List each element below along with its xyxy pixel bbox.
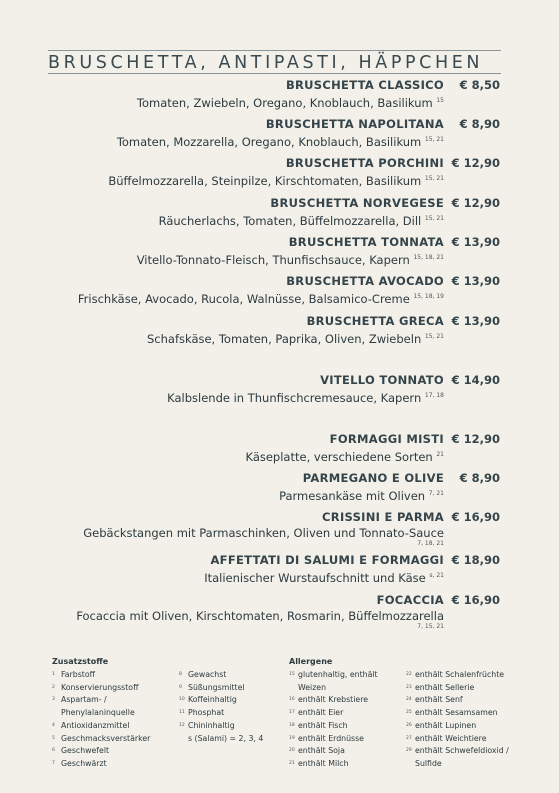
legend-code: 1 — [52, 672, 55, 677]
dish-name: BRUSCHETTA PORCHINI — [285, 156, 444, 170]
legend-code: 7 — [52, 760, 55, 766]
legend-code: 17 — [289, 710, 295, 716]
dish-allergen-codes: 15, 21 — [424, 175, 444, 182]
legend-entry — [289, 707, 378, 720]
legend-code — [52, 707, 61, 720]
dish-allergen-codes: 15, 21 — [424, 215, 444, 222]
legend-label: Phosphat — [188, 708, 225, 718]
legend-label: Koffeinhaltig — [188, 695, 237, 705]
legend-label: Geschwärzt — [61, 758, 107, 768]
legend-label: Geschwefelt — [61, 746, 110, 756]
dish-allergen-codes: 17, 18 — [424, 392, 444, 399]
legend-code: 29 — [406, 748, 412, 754]
legend-entry — [52, 669, 150, 682]
dish-allergen-codes: 15, 18, 21 — [413, 254, 444, 261]
dish-description: Kalbslende in Thunfischcremesauce, Kapern $^{17, 18}$ — [167, 390, 444, 405]
legend-label: enthält Krebstiere — [298, 695, 369, 705]
allergene-col-2 — [406, 669, 509, 771]
dish-description: Gebäckstangen mit Parmaschinken, Oliven und Tonnato-Sauce — [83, 526, 444, 540]
legend-label: enthält Lupinen — [415, 720, 477, 730]
legend-code: 11 — [179, 710, 185, 716]
dish-name: BRUSCHETTA AVOCADO — [286, 274, 444, 288]
menu-item — [30, 235, 500, 268]
legend-code: 18 — [289, 722, 295, 728]
dish-description: Italienischer Wurstaufschnitt und Käse $^{s, 21}$ — [204, 570, 444, 585]
legend-code: 8 — [179, 672, 182, 677]
legend-entry — [179, 694, 263, 707]
menu-item — [30, 78, 500, 111]
dish-price: € 14,90 — [451, 373, 500, 387]
dish-price: € 13,90 — [451, 235, 500, 249]
menu-item — [30, 196, 500, 229]
dish-name: PARMEGANO E OLIVE — [302, 471, 444, 485]
legend-entry — [289, 669, 378, 682]
legend-entry — [406, 733, 509, 746]
dish-description: Vitello-Tonnato-Fleisch, Thunfischsauce, Kapern $^{15, 18, 21}$ — [136, 252, 444, 267]
legend-code — [406, 758, 415, 771]
zusatzstoffe-col-2 — [179, 669, 263, 745]
legend-label: Phenylalaninquelle — [61, 708, 135, 718]
legend-entry — [289, 694, 378, 707]
legend-entry — [52, 745, 150, 758]
dish-price: € 12,90 — [451, 196, 500, 210]
dish-price: € 16,90 — [451, 593, 500, 607]
dish-description: Büffelmozzarella, Steinpilze, Kirschtomaten, Basilikum $^{15, 21}$ — [108, 173, 444, 188]
legend-label: enthält Weichtiere — [415, 733, 487, 743]
legend-label: enthält Milch — [298, 758, 349, 768]
legend-code — [289, 682, 298, 695]
dish-allergen-codes: 7, 18, 21 — [417, 540, 444, 547]
dish-allergen-codes: 21 — [436, 451, 444, 458]
legend-entry — [179, 707, 263, 720]
dish-description: Tomaten, Mozzarella, Oregano, Knoblauch, Basilikum $^{15, 21}$ — [116, 134, 444, 149]
menu-item — [30, 593, 500, 631]
dish-allergen-codes: 15, 18, 19 — [413, 293, 444, 300]
dish-name: AFFETTATI DI SALUMI E FORMAGGI — [210, 553, 444, 567]
dish-allergen-codes: 7, 21 — [428, 490, 444, 497]
dish-description: Käseplatte, verschiedene Sorten $^{21}$ — [245, 449, 444, 464]
dish-name: FOCACCIA — [376, 593, 444, 607]
legend-code: 27 — [406, 735, 412, 741]
legend-code — [179, 733, 188, 746]
legend-label: Süßungsmittel — [188, 682, 245, 692]
menu-item — [30, 156, 500, 189]
menu-item — [30, 314, 500, 347]
zusatzstoffe-title: Zusatzstoffe — [52, 657, 109, 666]
dish-name: BRUSCHETTA NAPOLITANA — [265, 117, 444, 131]
legend-label: Chininhaltig — [188, 720, 235, 730]
legend-entry — [289, 745, 378, 758]
legend-code: 9 — [179, 684, 182, 690]
legend-code: 5 — [52, 735, 55, 741]
legend-entry — [289, 733, 378, 746]
menu-item — [30, 471, 500, 504]
dish-name: FORMAGGI MISTI — [329, 432, 444, 446]
dish-name: BRUSCHETTA GRECA — [306, 314, 444, 328]
dish-name: CRISSINI E PARMA — [322, 510, 444, 524]
legend-entry — [179, 669, 263, 682]
menu-item — [30, 117, 500, 150]
legend-label: enthält Eier — [298, 708, 344, 718]
legend-entry — [52, 707, 150, 720]
legend-code: 23 — [406, 684, 412, 690]
legend-code: 3 — [52, 697, 55, 703]
legend-label: Weizen — [298, 682, 327, 692]
allergene-col-1 — [289, 669, 378, 771]
legend-entry — [179, 682, 263, 695]
legend-code: 2 — [52, 684, 55, 690]
dish-description: Räucherlachs, Tomaten, Büffelmozzarella, Dill $^{15, 21}$ — [158, 213, 444, 228]
menu-item — [30, 432, 500, 465]
legend-code: 21 — [289, 760, 295, 766]
legend-label: enthält Schalenfrüchte — [415, 670, 505, 679]
legend-label: enthält Fisch — [298, 720, 348, 730]
dish-price: € 16,90 — [451, 510, 500, 524]
legend-entry — [52, 694, 150, 707]
legend-label: Aspartam- / — [61, 695, 107, 705]
legend-entry — [406, 707, 509, 720]
legend-label: enthält Schwefeldioxid / — [415, 746, 509, 756]
legend-code: 4 — [52, 722, 55, 728]
menu-item — [30, 553, 500, 586]
legend-entry — [406, 720, 509, 733]
dish-description: Frischkäse, Avocado, Rucola, Walnüsse, Balsamico-Creme $^{15, 18, 19}$ — [77, 291, 444, 306]
legend-entry — [52, 682, 150, 695]
legend-code: 25 — [406, 710, 412, 716]
dish-allergen-codes: 7, 15, 21 — [417, 623, 444, 630]
dish-price: € 8,90 — [459, 117, 500, 131]
dish-price: € 8,50 — [459, 78, 500, 92]
legend-entry — [289, 720, 378, 733]
legend-label: Antioxidanzmittel — [61, 720, 130, 730]
legend-entry — [179, 720, 263, 733]
legend-label: enthält Erdnüsse — [298, 733, 364, 743]
legend-entry — [179, 733, 263, 746]
legend-code: 16 — [289, 697, 295, 703]
legend-label: s (Salami) = 2, 3, 4 — [188, 733, 264, 743]
legend-label: Sulfide — [415, 758, 442, 768]
section-title: BRUSCHETTA, ANTIPASTI, HÄPPCHEN — [48, 50, 501, 74]
legend-code: 20 — [289, 748, 295, 754]
legend-entry — [289, 682, 378, 695]
legend-entry — [406, 694, 509, 707]
legend-label: enthält Sellerie — [415, 682, 475, 692]
dish-price: € 12,90 — [451, 156, 500, 170]
legend-entry — [406, 682, 509, 695]
legend-entry — [406, 745, 509, 758]
legend-entry — [406, 669, 509, 682]
legend-code: 22 — [406, 672, 412, 677]
legend-code: 10 — [179, 697, 185, 703]
legend-entry — [52, 758, 150, 771]
legend-label: Gewachst — [188, 670, 227, 679]
allergene-title: Allergene — [289, 657, 333, 666]
dish-allergen-codes: 15 — [436, 97, 444, 104]
legend-code: 24 — [406, 697, 412, 703]
menu-item — [30, 510, 500, 548]
legend-label: Geschmacksverstärker — [61, 733, 151, 743]
legend-label: enthält Soja — [298, 746, 345, 756]
dish-name: VITELLO TONNATO — [320, 373, 444, 387]
dish-name: BRUSCHETTA NORVEGESE — [270, 196, 444, 210]
legend-code: 12 — [179, 722, 185, 728]
dish-name: BRUSCHETTA TONNATA — [288, 235, 444, 249]
legend-label: Konservierungsstoff — [61, 682, 139, 692]
dish-allergen-codes: 15, 21 — [424, 136, 444, 143]
dish-price: € 13,90 — [451, 274, 500, 288]
legend-code: 15 — [289, 672, 295, 677]
dish-price: € 13,90 — [451, 314, 500, 328]
dish-description: Tomaten, Zwiebeln, Oregano, Knoblauch, Basilikum $^{15}$ — [136, 95, 444, 110]
legend-entry — [406, 758, 509, 771]
legend-label: enthält Sesamsamen — [415, 708, 498, 718]
dish-price: € 8,90 — [459, 471, 500, 485]
legend-entry — [289, 758, 378, 771]
legend-code: 26 — [406, 722, 412, 728]
zusatzstoffe-col-1 — [52, 669, 150, 771]
dish-allergen-codes: s, 21 — [429, 572, 444, 579]
menu-item — [30, 274, 500, 307]
legend-label: Farbstoff — [61, 670, 95, 679]
legend-entry — [52, 720, 150, 733]
menu-item — [30, 373, 500, 406]
dish-description: Parmesankäse mit Oliven $^{7, 21}$ — [279, 488, 444, 503]
dish-description: Focaccia mit Oliven, Kirschtomaten, Rosmarin, Büffelmozzarella — [76, 609, 444, 623]
dish-price: € 12,90 — [451, 432, 500, 446]
legend-label: glutenhaltig, enthält — [298, 670, 378, 679]
legend-code: 6 — [52, 748, 55, 754]
legend-entry — [52, 733, 150, 746]
dish-name: BRUSCHETTA CLASSICO — [285, 78, 444, 92]
dish-price: € 18,90 — [451, 553, 500, 567]
dish-allergen-codes: 15, 21 — [424, 333, 444, 340]
dish-description: Schafskäse, Tomaten, Paprika, Oliven, Zwiebeln $^{15, 21}$ — [146, 331, 444, 346]
legend-code: 19 — [289, 735, 295, 741]
legend-label: enthält Senf — [415, 695, 463, 705]
